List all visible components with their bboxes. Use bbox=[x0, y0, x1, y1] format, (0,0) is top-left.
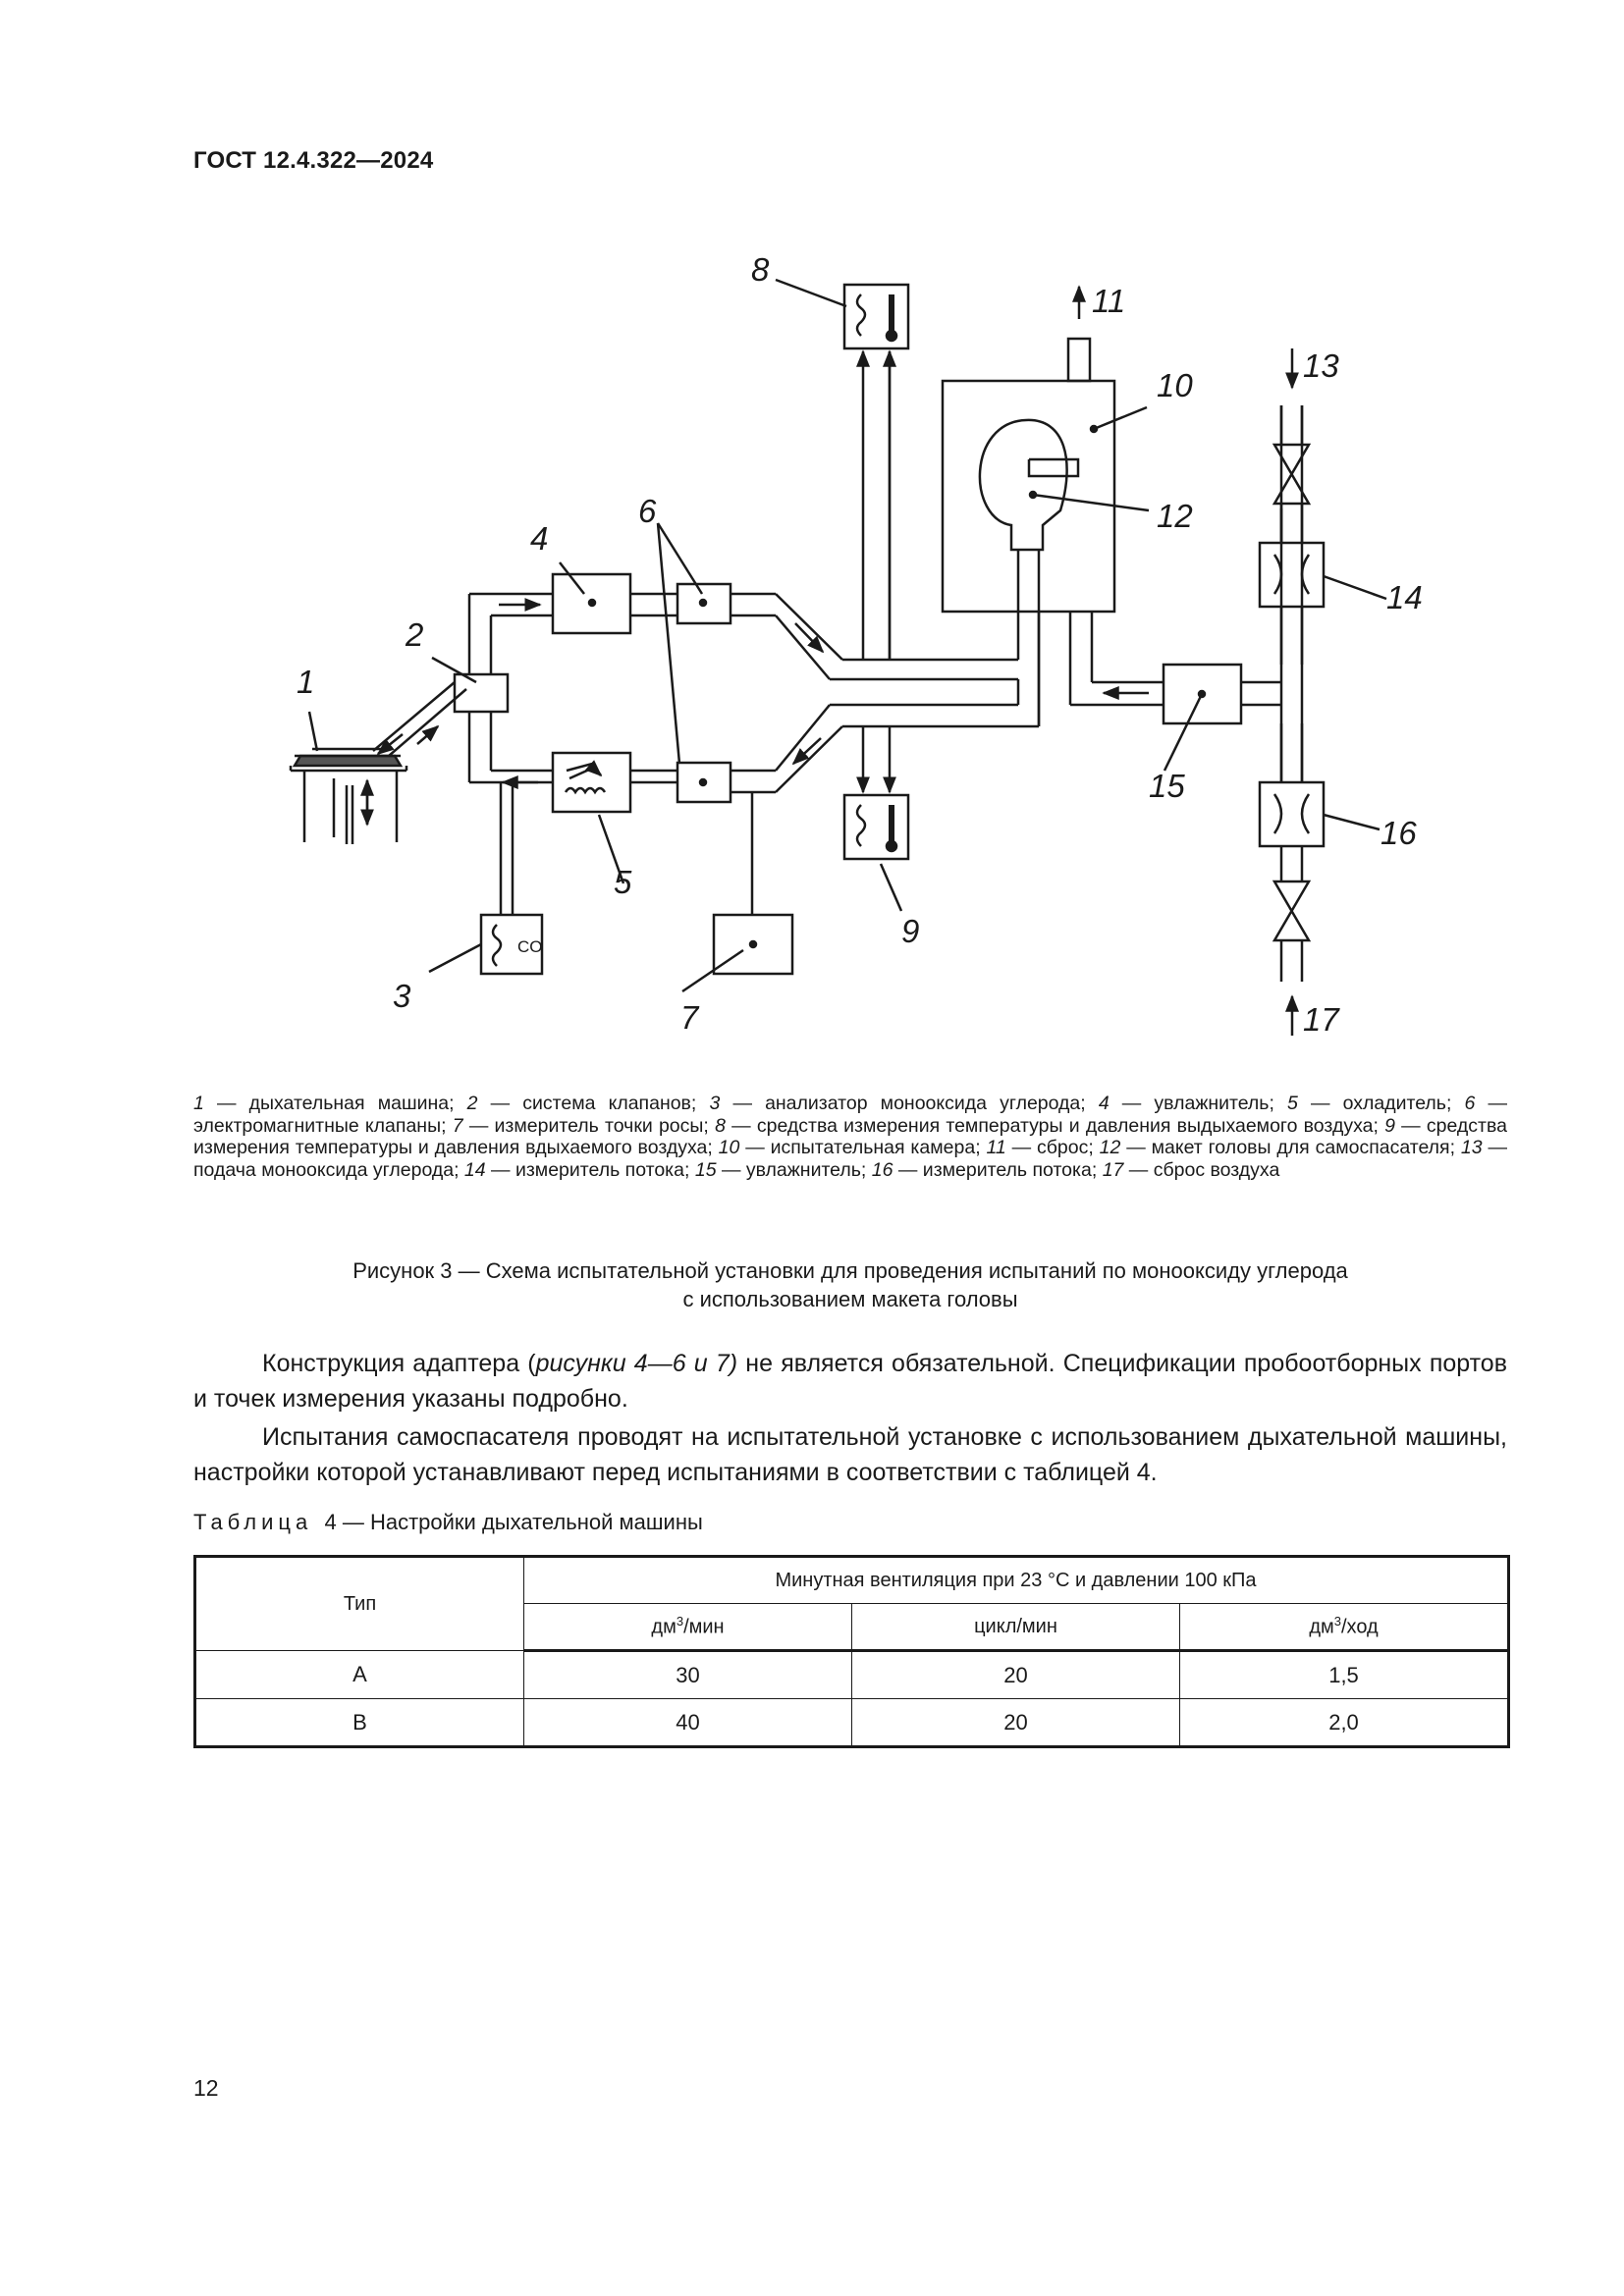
legend-item-number: 10 bbox=[718, 1137, 740, 1158]
legend-item bbox=[1100, 1137, 1450, 1158]
legend-item-text: — измеритель потока bbox=[893, 1158, 1092, 1181]
legend-item bbox=[709, 1093, 1080, 1114]
cell-vol-per-stroke: 1,5 bbox=[1180, 1651, 1509, 1699]
legend-item-number: 8 bbox=[715, 1114, 726, 1137]
label-13: 13 bbox=[1303, 347, 1339, 384]
legend-item-text: — охладитель bbox=[1297, 1093, 1446, 1114]
test-setup-diagram bbox=[0, 0, 1624, 1080]
sensor-9-box bbox=[844, 795, 908, 859]
legend-item-text: — подача монооксида углерода bbox=[193, 1137, 1508, 1181]
table-row bbox=[195, 1651, 1509, 1699]
legend-item-number: 3 bbox=[709, 1093, 721, 1114]
figure-caption bbox=[193, 1256, 1507, 1313]
label-8: 8 bbox=[751, 251, 770, 288]
paragraph-text: Конструкция адаптера ( bbox=[262, 1350, 536, 1377]
legend-item bbox=[986, 1137, 1088, 1158]
legend-item bbox=[1099, 1093, 1270, 1114]
label-6: 6 bbox=[638, 493, 657, 529]
legend-item-number: 2 bbox=[466, 1093, 478, 1114]
label-9: 9 bbox=[901, 913, 920, 949]
legend-item-text: — измеритель потока bbox=[485, 1158, 684, 1181]
header-type: Тип bbox=[195, 1557, 524, 1651]
legend-item-number: 15 bbox=[694, 1158, 717, 1181]
legend-item-text: — измеритель точки росы bbox=[462, 1114, 704, 1137]
legend-item-number: 5 bbox=[1287, 1093, 1298, 1114]
legend-item-text: — макет головы для самоспасателя bbox=[1120, 1137, 1450, 1158]
label-3: 3 bbox=[393, 978, 411, 1014]
page-number: 12 bbox=[193, 2075, 219, 2101]
legend-item bbox=[453, 1115, 704, 1137]
legend-item bbox=[872, 1159, 1092, 1181]
diagram-lines bbox=[291, 72, 1386, 1036]
figure-legend bbox=[193, 1093, 1507, 1181]
subheader-cycles-per-min: цикл/мин bbox=[852, 1604, 1180, 1651]
legend-item-text: — сброс воздуха bbox=[1123, 1158, 1280, 1181]
flow-meter-16-box bbox=[1260, 782, 1324, 846]
figure-reference: рисунки 4—6 и 7) bbox=[535, 1350, 738, 1377]
legend-item-number: 17 bbox=[1102, 1158, 1124, 1181]
legend-item-number: 12 bbox=[1099, 1137, 1121, 1158]
legend-item-text: — система клапанов bbox=[477, 1093, 691, 1114]
legend-item-number: 14 bbox=[463, 1158, 486, 1181]
legend-items: 1 — дыхательная машина; 2 — система клапанов; 3 — анализатор монооксида углерода; 4 — увлажнитель; 5 — охладитель; 6 — электромагнитные клапаны; 7 — измеритель точки росы; 8 — средства измерения температуры и давления выдыхаемого воздуха; 9 — средства измерения температуры и давления вдыхаемого воздуха; 10 — испытательная камера; 11 — сброс; 12 — макет головы для самоспасателя; 13 — подача монооксида углерода; 14 — измеритель потока; 15 — увлажнитель; 16 — измеритель потока; 17 — сброс воздуха bbox=[193, 1093, 1508, 1181]
label-5: 5 bbox=[614, 864, 632, 900]
flow-meter-14-box bbox=[1260, 543, 1324, 607]
legend-item-text: — средства измерения температуры и давления выдыхаемого воздуха bbox=[725, 1114, 1374, 1137]
legend-item-text: — сброс bbox=[1005, 1137, 1089, 1158]
label-11: 11 bbox=[1092, 283, 1126, 319]
label-14: 14 bbox=[1386, 579, 1423, 615]
cell-type: В bbox=[195, 1699, 524, 1747]
legend-item-text: — дыхательная машина bbox=[203, 1093, 450, 1114]
paragraph-testing: Испытания самоспасателя проводят на испытательной установке с использованием дыхательной машины, настройки которой устанавливают перед испытаниями в соответствии с таблицей 4. bbox=[193, 1423, 1507, 1486]
legend-item-number: 1 bbox=[193, 1093, 204, 1114]
legend-item-text: — увлажнитель bbox=[716, 1158, 861, 1181]
legend-item-text: — средства измерения температуры и давления вдыхаемого воздуха bbox=[193, 1114, 1507, 1158]
label-16: 16 bbox=[1380, 815, 1417, 851]
legend-item-number: 9 bbox=[1384, 1114, 1395, 1137]
header-ventilation: Минутная вентиляция при 23 °C и давлении 100 кПа bbox=[524, 1557, 1509, 1604]
legend-item-text: — анализатор монооксида углерода bbox=[720, 1093, 1081, 1114]
document-header: ГОСТ 12.4.322—2024 bbox=[193, 147, 434, 174]
label-12: 12 bbox=[1157, 498, 1193, 534]
legend-item-number: 11 bbox=[986, 1137, 1006, 1158]
legend-item-number: 7 bbox=[452, 1114, 463, 1137]
legend-item-number: 13 bbox=[1460, 1137, 1483, 1158]
table-title bbox=[193, 1510, 703, 1535]
test-chamber-box bbox=[943, 381, 1114, 612]
subheader-vol-per-min: $дм^3$/мин bbox=[524, 1604, 852, 1651]
legend-item-text: — испытательная камера bbox=[739, 1137, 976, 1158]
label-1: 1 bbox=[297, 664, 315, 700]
cell-vol-per-stroke: 2,0 bbox=[1180, 1699, 1509, 1747]
label-7: 7 bbox=[680, 999, 699, 1036]
legend-item bbox=[715, 1115, 1373, 1137]
legend-item-text: — электромагнитные клапаны bbox=[193, 1093, 1507, 1137]
legend-item-number: 6 bbox=[1464, 1093, 1476, 1114]
sensor-8-box bbox=[844, 285, 908, 348]
paragraph-adapter bbox=[193, 1346, 1507, 1416]
label-15: 15 bbox=[1149, 768, 1185, 804]
legend-item bbox=[464, 1159, 684, 1181]
cooler-box bbox=[553, 753, 630, 812]
table-row bbox=[195, 1699, 1509, 1747]
table-word: Таблица bbox=[193, 1510, 313, 1534]
legend-item bbox=[1287, 1093, 1446, 1114]
caption-line-1: Рисунок 3 — Схема испытательной установки для проведения испытаний по монооксиду углерода bbox=[352, 1258, 1348, 1283]
legend-item bbox=[719, 1137, 976, 1158]
cell-cycles-per-min: 20 bbox=[852, 1699, 1180, 1747]
label-17: 17 bbox=[1303, 1001, 1339, 1038]
caption-line-2: с использованием макета головы bbox=[682, 1287, 1018, 1311]
paragraph-text: не является обязательной. Спецификации пробоотборных портов и точек измерения указаны подробно. bbox=[193, 1350, 1507, 1413]
head-dummy-outline bbox=[980, 420, 1067, 550]
legend-item-text: — увлажнитель bbox=[1109, 1093, 1270, 1114]
label-10: 10 bbox=[1157, 367, 1193, 403]
valve-bottom bbox=[1274, 881, 1309, 940]
label-4: 4 bbox=[530, 520, 549, 557]
label-2: 2 bbox=[406, 616, 424, 653]
breathing-machine-symbol bbox=[291, 756, 406, 844]
legend-item bbox=[467, 1093, 691, 1114]
breathing-machine-settings-table bbox=[193, 1555, 1510, 1748]
subheader-vol-per-stroke: $дм^3$/ход bbox=[1180, 1604, 1509, 1651]
cell-vol-per-min: 30 bbox=[524, 1651, 852, 1699]
cell-type: А bbox=[195, 1651, 524, 1699]
co-analyzer-text: CO bbox=[517, 937, 543, 956]
legend-item bbox=[1103, 1159, 1280, 1181]
legend-item-number: 4 bbox=[1098, 1093, 1110, 1114]
legend-item-number: 16 bbox=[871, 1158, 893, 1181]
legend-item bbox=[193, 1093, 449, 1114]
cell-vol-per-min: 40 bbox=[524, 1699, 852, 1747]
valve-top bbox=[1274, 445, 1309, 504]
legend-item bbox=[695, 1159, 861, 1181]
cell-cycles-per-min: 20 bbox=[852, 1651, 1180, 1699]
table-caption-rest: 4 — Настройки дыхательной машины bbox=[324, 1510, 703, 1534]
